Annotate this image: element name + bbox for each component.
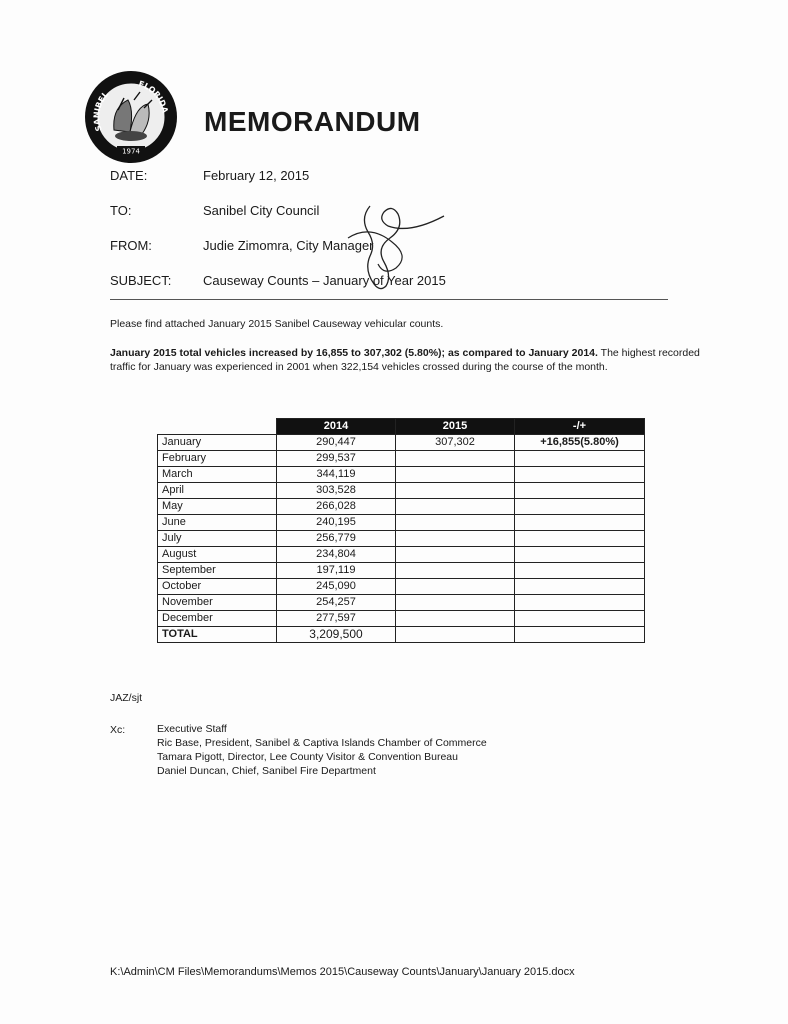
value-2015: 307,302	[396, 435, 515, 451]
value-2014: 256,779	[277, 531, 396, 547]
value-2015	[396, 531, 515, 547]
from-value: Judie Zimomra, City Manager	[203, 238, 374, 253]
table-row	[158, 499, 645, 515]
value-diff	[515, 563, 645, 579]
value-diff	[515, 483, 645, 499]
value-2014: 303,528	[277, 483, 396, 499]
list-item: Executive Staff	[157, 723, 227, 735]
value-diff	[515, 547, 645, 563]
value-2014: 290,447	[277, 435, 396, 451]
table-row	[158, 547, 645, 563]
value-2015	[396, 611, 515, 627]
list-item: Ric Base, President, Sanibel & Captiva Islands Chamber of Commerce	[157, 737, 487, 749]
summary-paragraph	[110, 346, 710, 374]
header-blank	[158, 419, 277, 435]
value-2014: 299,537	[277, 451, 396, 467]
month-cell: February	[158, 451, 277, 467]
table-row	[158, 563, 645, 579]
causeway-counts-table	[157, 418, 645, 643]
seal-year: 1974	[122, 147, 140, 156]
value-2014: 344,119	[277, 467, 396, 483]
total-diff	[515, 627, 645, 643]
value-2014: 277,597	[277, 611, 396, 627]
table-row	[158, 595, 645, 611]
month-cell: April	[158, 483, 277, 499]
date-label: DATE:	[110, 168, 148, 183]
table-row	[158, 515, 645, 531]
value-2015	[396, 467, 515, 483]
value-2014: 266,028	[277, 499, 396, 515]
to-label: TO:	[110, 203, 132, 218]
value-diff	[515, 611, 645, 627]
table-header-row	[158, 419, 645, 435]
author-initials: JAZ/sjt	[110, 692, 143, 704]
seal-text-right: FLORIDA	[137, 79, 170, 114]
value-diff: +16,855(5.80%)	[515, 435, 645, 451]
value-diff	[515, 515, 645, 531]
from-label: FROM:	[110, 238, 152, 253]
value-2014: 197,119	[277, 563, 396, 579]
summary-rest: The highest recorded traffic for January was experienced in 2001 when 322,154 vehicles crossed during the course of the month.	[110, 347, 700, 373]
month-cell: January	[158, 435, 277, 451]
month-cell: July	[158, 531, 277, 547]
table-row	[158, 451, 645, 467]
list-item: Tamara Pigott, Director, Lee County Visitor & Convention Bureau	[157, 751, 458, 763]
table-row	[158, 483, 645, 499]
value-2014: 254,257	[277, 595, 396, 611]
file-path-footer: K:\Admin\CM Files\Memorandums\Memos 2015\Causeway Counts\January\January 2015.docx	[110, 966, 575, 978]
value-diff	[515, 531, 645, 547]
to-value: Sanibel City Council	[203, 203, 320, 218]
value-2015	[396, 483, 515, 499]
month-cell: May	[158, 499, 277, 515]
month-cell: November	[158, 595, 277, 611]
xc-label: Xc:	[110, 724, 126, 736]
month-cell: August	[158, 547, 277, 563]
month-cell: March	[158, 467, 277, 483]
total-label: TOTAL	[158, 627, 277, 643]
header-divider	[110, 299, 668, 300]
value-2015	[396, 515, 515, 531]
value-2015	[396, 451, 515, 467]
month-cell: December	[158, 611, 277, 627]
summary-bold: January 2015 total vehicles increased by 16,855 to 307,302 (5.80%); as compared to January 2014.	[110, 347, 598, 359]
value-2015	[396, 563, 515, 579]
table-row	[158, 531, 645, 547]
value-2015	[396, 499, 515, 515]
value-2015	[396, 547, 515, 563]
subject-label: SUBJECT:	[110, 273, 172, 288]
value-diff	[515, 499, 645, 515]
table-row	[158, 467, 645, 483]
memo-title: MEMORANDUM	[204, 106, 421, 137]
value-diff	[515, 579, 645, 595]
total-2015	[396, 627, 515, 643]
header-2015: 2015	[396, 419, 515, 435]
value-diff	[515, 467, 645, 483]
header-2014: 2014	[277, 419, 396, 435]
month-cell: June	[158, 515, 277, 531]
value-2015	[396, 579, 515, 595]
date-value: February 12, 2015	[203, 168, 310, 183]
value-2014: 234,804	[277, 547, 396, 563]
list-item: Daniel Duncan, Chief, Sanibel Fire Department	[157, 765, 376, 777]
seal-text-left: SANIBEL	[92, 89, 111, 133]
subject-value: Causeway Counts – January of Year 2015	[203, 273, 446, 288]
table-total-row	[158, 627, 645, 643]
value-2014: 245,090	[277, 579, 396, 595]
month-cell: October	[158, 579, 277, 595]
city-seal-logo	[84, 70, 178, 164]
month-cell: September	[158, 563, 277, 579]
table-row	[158, 611, 645, 627]
value-2014: 240,195	[277, 515, 396, 531]
value-diff	[515, 595, 645, 611]
table-row	[158, 579, 645, 595]
intro-text: Please find attached January 2015 Sanibel Causeway vehicular counts.	[110, 318, 444, 330]
signature-mark	[340, 198, 450, 298]
value-2015	[396, 595, 515, 611]
xc-recipient-list	[157, 722, 487, 778]
value-diff	[515, 451, 645, 467]
table-row	[158, 435, 645, 451]
header-diff: -/+	[515, 419, 645, 435]
total-2014: 3,209,500	[277, 627, 396, 643]
